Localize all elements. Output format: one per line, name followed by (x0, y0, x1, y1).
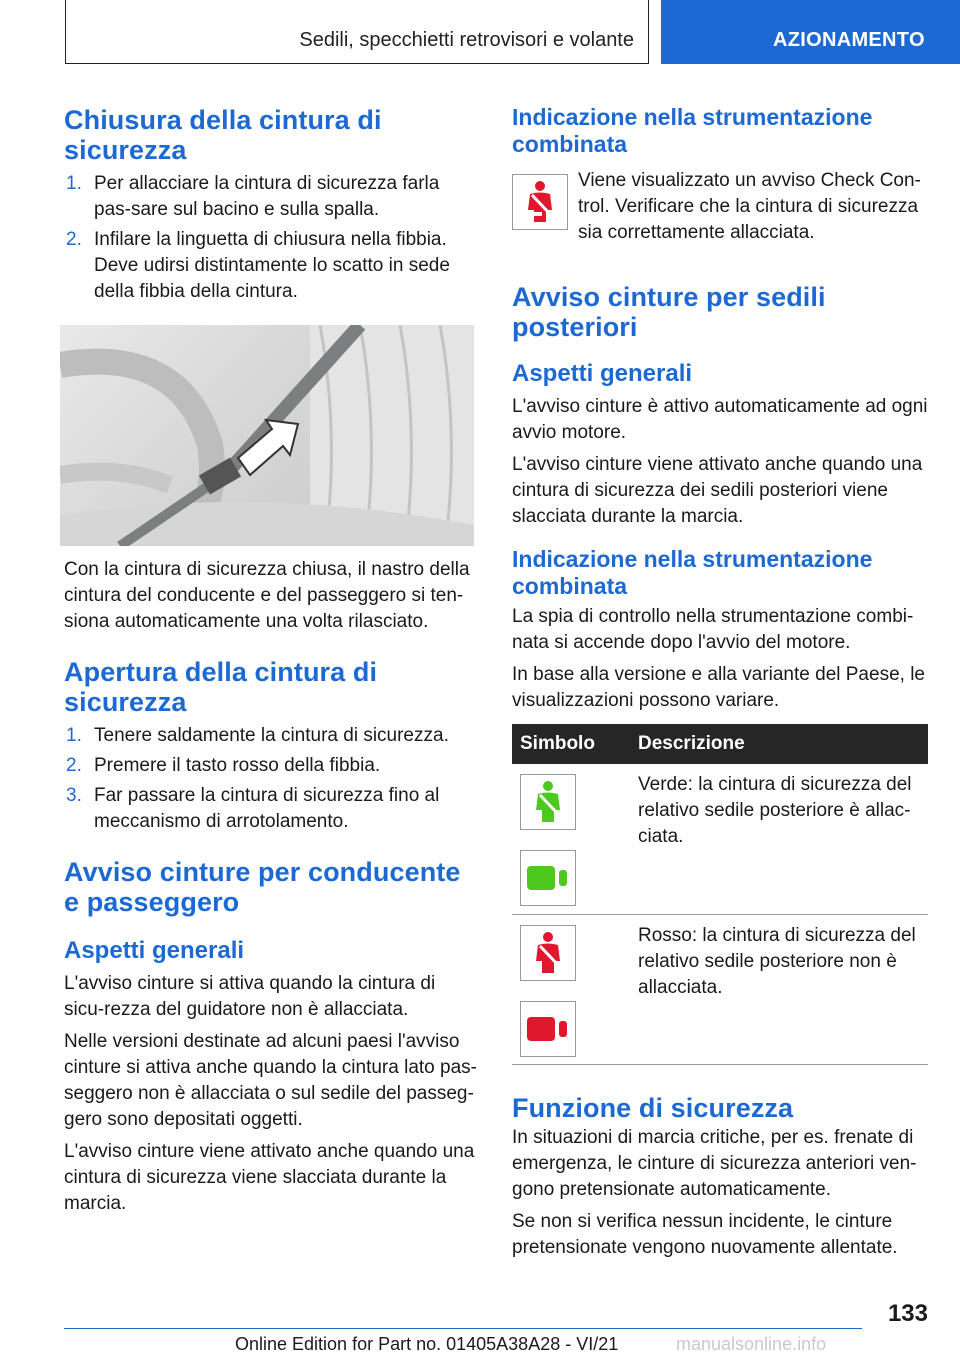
open-steps-list (64, 723, 478, 835)
page-number: 133 (887, 1300, 928, 1327)
display-warning-block (512, 168, 928, 246)
footer-watermark: manualsonline.info (676, 1334, 827, 1354)
paragraph-display-warning: Viene visualizzato un avviso Check Con-trol. Verificare che la cintura di sicurezza sia correttamente allacciata. (578, 170, 921, 243)
header-section-title: Sedili, specchietti retrovisori e volante (299, 29, 634, 51)
paragraph-general-1: L'avviso cinture si attiva quando la cintura di sicu-rezza del guidatore non è allacciata. (64, 973, 436, 1020)
paragraph-after-image: Con la cintura di sicurezza chiusa, il nastro della cintura del conducente e del passeggero si ten-siona automaticamente una volta rilasciato. (64, 559, 470, 632)
heading-warning-front: Avviso cinture per conducente e passeggero (64, 857, 461, 917)
heading-cluster-display: Indicazione nella strumentazione combinata (512, 104, 873, 157)
symbol-table (512, 724, 928, 1065)
heading-safety-function: Funzione di sicurezza (512, 1092, 794, 1123)
header-section-box (65, 0, 649, 64)
footer-edition: Online Edition for Part no. 01405A38A28 - VI/21 (235, 1334, 619, 1354)
rear-seat-green-icon (520, 850, 576, 906)
table-row (512, 764, 928, 914)
paragraph-rear-1: L'avviso cinture è attivo automaticamente ad ogni avvio motore. (512, 396, 928, 443)
paragraph-rear-2: L'avviso cinture viene attivato anche quando una cintura di sicurezza dei sedili posteriori viene slacciata durante la marcia. (512, 454, 923, 527)
header-chapter-title: AZIONAMENTO (773, 29, 925, 51)
heading-open-belt: Apertura della cintura di sicurezza (64, 657, 378, 717)
list-item: 1. Tenere saldamente la cintura di sicurezza. (66, 725, 449, 746)
seatbelt-red-icon (520, 925, 576, 981)
footer-divider (64, 1328, 862, 1329)
paragraph-display2-2: In base alla versione e alla variante del Paese, le visualizzazioni possono variare. (512, 664, 925, 711)
paragraph-safety-1: In situazioni di marcia critiche, per es. frenate di emergenza, le cinture di sicurezza anteriori ven-gono pretensionate automaticamente. (512, 1126, 917, 1200)
heading-general-left: Aspetti generali (64, 937, 245, 964)
heading-cluster-display-2: Indicazione nella strumentazione combinata (512, 546, 873, 599)
paragraph-general-3: L'avviso cinture viene attivato anche quando una cintura di sicurezza viene slacciata durante la marcia. (64, 1141, 475, 1214)
right-column (512, 100, 928, 1261)
list-item: 1. Per allacciare la cintura di sicurezza farla pas-sare sul bacino e sulla spalla. (66, 173, 440, 220)
heading-general-right: Aspetti generali (512, 360, 693, 387)
rear-seat-red-icon (520, 1001, 576, 1057)
list-item: 2. Infilare la linguetta di chiusura nella fibbia. Deve udirsi distintamente lo scatto in sede della fibbia della cintura. (66, 229, 450, 302)
paragraph-display2-1: La spia di controllo nella strumentazione combi-nata si accende dopo l'avvio del motore. (512, 606, 914, 653)
fasten-steps-list (64, 171, 478, 305)
table-cell-red: Rosso: la cintura di sicurezza del relativo sedile posteriore non è allacciata. (630, 914, 928, 1064)
heading-rear-warning: Avviso cinture per sedili posteriori (512, 282, 826, 342)
paragraph-general-2: Nelle versioni destinate ad alcuni paesi l'avviso cinture si attiva anche quando la cintura lato pas-seggero non è allacciata o sul sedile del passeg-gero sono depositati oggetti. (64, 1031, 477, 1130)
heading-fasten-belt: Chiusura della cintura di sicurezza (64, 105, 382, 165)
seatbelt-buckle-illustration (60, 325, 474, 546)
header-chapter-tab[interactable] (661, 0, 960, 64)
seat-photo-icon (60, 325, 474, 546)
seatbelt-warning-icon (512, 174, 568, 230)
table-cell-green: Verde: la cintura di sicurezza del relativo sedile posteriore è allac-ciata. (630, 764, 928, 914)
list-item: 3. Far passare la cintura di sicurezza fino al meccanismo di arrotolamento. (66, 785, 440, 832)
seatbelt-green-icon (520, 774, 576, 830)
left-column (64, 100, 478, 1217)
table-row (512, 914, 928, 1064)
paragraph-safety-2: Se non si verifica nessun incidente, le cinture pretensionate vengono nuovamente allentate. (512, 1210, 898, 1258)
list-item: 2. Premere il tasto rosso della fibbia. (66, 755, 381, 776)
table-header-description: Descrizione (630, 724, 928, 764)
table-header-symbol: Simbolo (512, 724, 630, 764)
